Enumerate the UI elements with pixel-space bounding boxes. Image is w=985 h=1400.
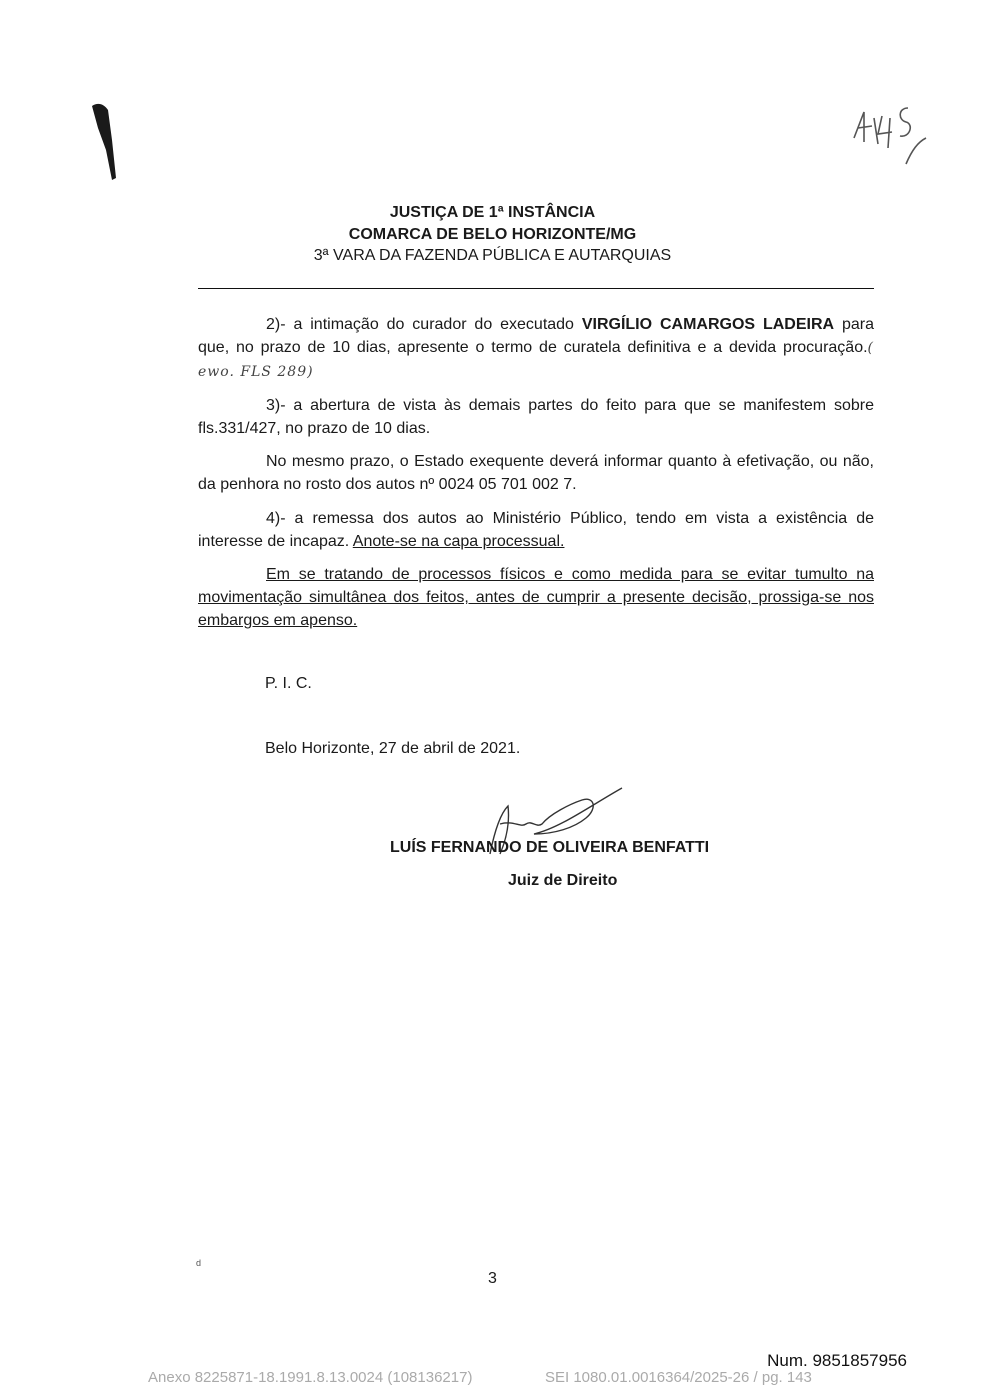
header-divider: [198, 288, 874, 289]
item2-prefix: 2)- a intimação do curador do executado: [266, 316, 582, 333]
handwritten-initials: [848, 98, 932, 173]
item2-handwritten-note: ( ewo. FLS 289): [198, 340, 874, 380]
item4-text: 4)- a remessa dos autos ao Ministério Público, tendo em vista a existência de interesse de incapaz.: [198, 510, 874, 550]
judge-name: LUÍS FERNANDO DE OLIVEIRA BENFATTI: [390, 839, 710, 856]
header-comarca: COMARCA DE BELO HORIZONTE/MG: [348, 226, 637, 243]
header-court-instance: JUSTIÇA DE 1ª INSTÂNCIA: [389, 204, 596, 221]
paragraph-item-3: 3)- a abertura de vista às demais partes do feito para que se manifestem sobre fls.331/427, no prazo de 10 dias.: [198, 397, 874, 437]
annex-reference: Anexo 8225871-18.1991.8.13.0024 (108136217): [148, 1369, 473, 1386]
pic-abbreviation: P. I. C.: [265, 675, 312, 692]
scan-artifact-blot: [88, 100, 128, 187]
header-vara: 3ª VARA DA FAZENDA PÚBLICA E AUTARQUIAS: [313, 247, 672, 264]
document-number: Num. 9851857956: [767, 1351, 907, 1370]
item4-underlined: Anote-se na capa processual.: [352, 533, 565, 550]
item2-name: VIRGÍLIO CAMARGOS LADEIRA: [581, 316, 835, 333]
paragraph-item-3-extra: No mesmo prazo, o Estado exequente deverá informar quanto à efetivação, ou não, da penhora no rosto dos autos nº 0024 05 701 002 7.: [198, 453, 874, 493]
judge-role: Juiz de Direito: [508, 872, 618, 889]
paragraph-item-2: [198, 313, 874, 384]
item2-suffix: para que, no prazo de 10 dias, apresente o termo de curatela definitiva e a devida procuração.: [198, 316, 874, 356]
place-date: Belo Horizonte, 27 de abril de 2021.: [265, 740, 521, 757]
sei-reference: SEI 1080.01.0016364/2025-26 / pg. 143: [545, 1369, 812, 1386]
page-number: 3: [488, 1270, 497, 1287]
page-mark: d: [196, 1258, 202, 1268]
paragraph-item-4: [198, 507, 874, 553]
paragraph-final-note: Em se tratando de processos físicos e como medida para se evitar tumulto na movimentação simultânea dos feitos, antes de cumprir a presente decisão, prossiga-se nos embargos em apenso.: [198, 566, 874, 629]
